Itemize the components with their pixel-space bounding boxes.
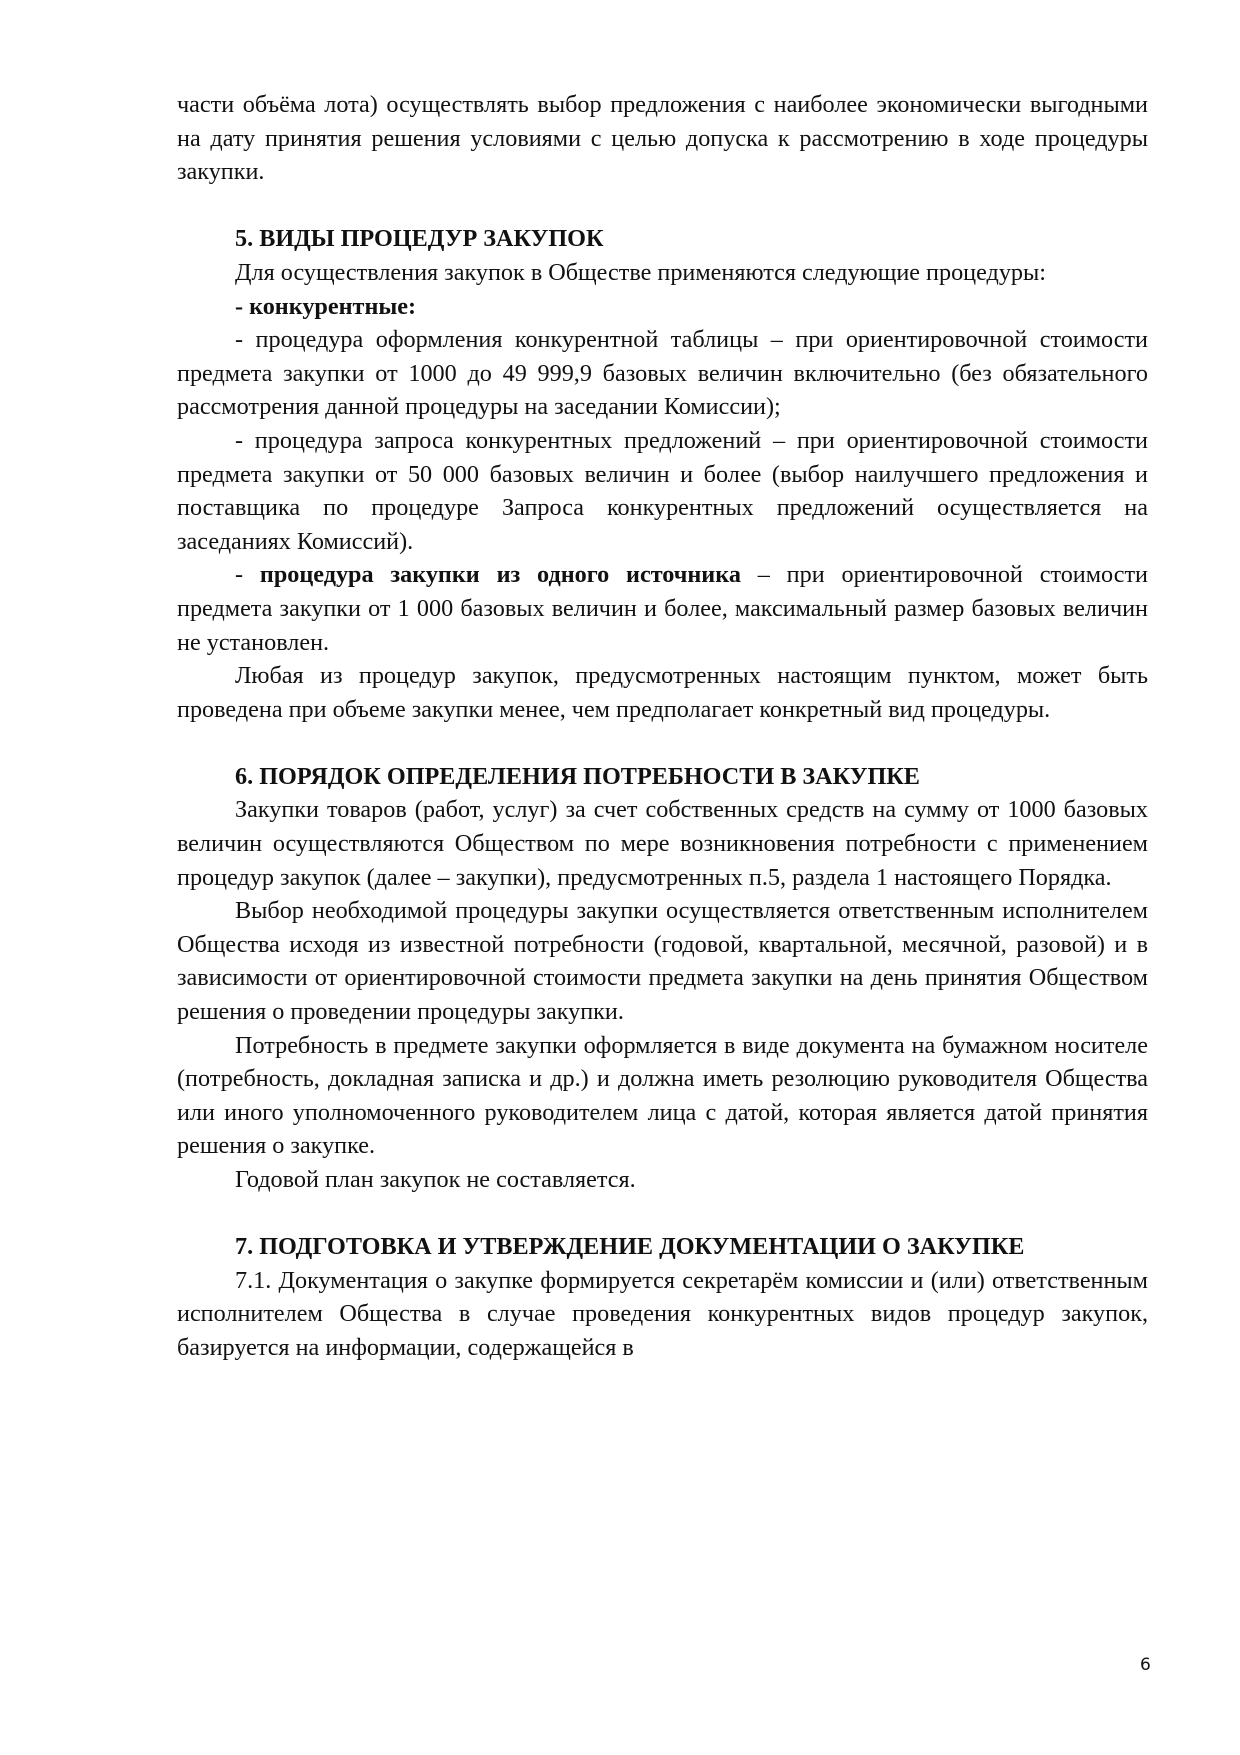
item-3-prefix: - — [235, 561, 260, 589]
section-5-item-3 — [177, 558, 1148, 659]
section-5-competitive-label — [177, 290, 1148, 324]
section-6-heading: 6. ПОРЯДОК ОПРЕДЕЛЕНИЯ ПОТРЕБНОСТИ В ЗАКУПКЕ — [235, 762, 920, 790]
section-6-paragraph-4: Годовой план закупок не составляется. — [235, 1166, 636, 1193]
section-6-paragraph-3: Потребность в предмете закупки оформляется в виде документа на бумажном носителе (потребность, докладная записка и др.) и должна иметь резолюцию руководителя Общества или иного уполномоченного руководителем лица с датой, которая является датой принятия решения о закупке. — [177, 1031, 1148, 1160]
section-5-intro: Для осуществления закупок в Обществе применяются следующие процедуры: — [235, 258, 1047, 286]
section-6-paragraph-2: Выбор необходимой процедуры закупки осуществляется ответственным исполнителем Общества исходя из известной потребности (годовой, квартальной, месячной, разовой) и в зависимости от ориентировочной стоимости предмета закупки на день принятия Обществом решения о проведении процедуры закупки. — [177, 897, 1148, 1026]
section-5-closing: Любая из процедур закупок, предусмотренных настоящим пунктом, может быть проведена при объеме закупки менее, чем предполагает конкретный вид процедуры. — [177, 662, 1148, 723]
document-page — [177, 88, 1148, 1365]
section-7-heading: 7. ПОДГОТОВКА И УТВЕРЖДЕНИЕ ДОКУМЕНТАЦИИ О ЗАКУПКЕ — [235, 1233, 1025, 1261]
spacer — [177, 1197, 1148, 1231]
spacer — [177, 726, 1148, 760]
section-5-item-1: - процедура оформления конкурентной таблицы – при ориентировочной стоимости предмета закупки от 1000 до 49 999,9 базовых величин включительно (без обязательного рассмотрения данной процедуры на заседании Комиссии); — [177, 326, 1148, 421]
section-5-heading: 5. ВИДЫ ПРОЦЕДУР ЗАКУПОК — [235, 225, 604, 253]
spacer — [177, 189, 1148, 223]
page-number: 6 — [1140, 1655, 1151, 1675]
section-5-item-2: - процедура запроса конкурентных предложений – при ориентировочной стоимости предмета закупки от 50 000 базовых величин и более (выбор наилучшего предложения и поставщика по процедуре Запроса конкурентных предложений осуществляется на заседаниях Комиссий). — [177, 426, 1148, 555]
section-7-paragraph-1: 7.1. Документация о закупке формируется секретарём комиссии и (или) ответственным исполнителем Общества в случае проведения конкурентных видов процедур закупок, базируется на информации, содержащейся в — [177, 1266, 1148, 1361]
competitive-label-text: - конкурентные: — [235, 292, 417, 320]
intro-paragraph: части объёма лота) осуществлять выбор предложения с наиболее экономически выгодными на дату принятия решения условиями с целью допуска к рассмотрению в ходе процедуры закупки. — [177, 91, 1148, 186]
item-3-rest: – при ориентировочной стоимости предмета закупки от 1 000 базовых величин и более, максимальный размер базовых величин не установлен. — [177, 561, 1148, 656]
section-6-paragraph-1: Закупки товаров (работ, услуг) за счет собственных средств на сумму от 1000 базовых величин осуществляются Обществом по мере возникновения потребности с применением процедур закупок (далее – закупки), предусмотренных п.5, раздела 1 настоящего Порядка. — [177, 796, 1148, 891]
item-3-bold: процедура закупки из одного источника — [259, 561, 741, 589]
